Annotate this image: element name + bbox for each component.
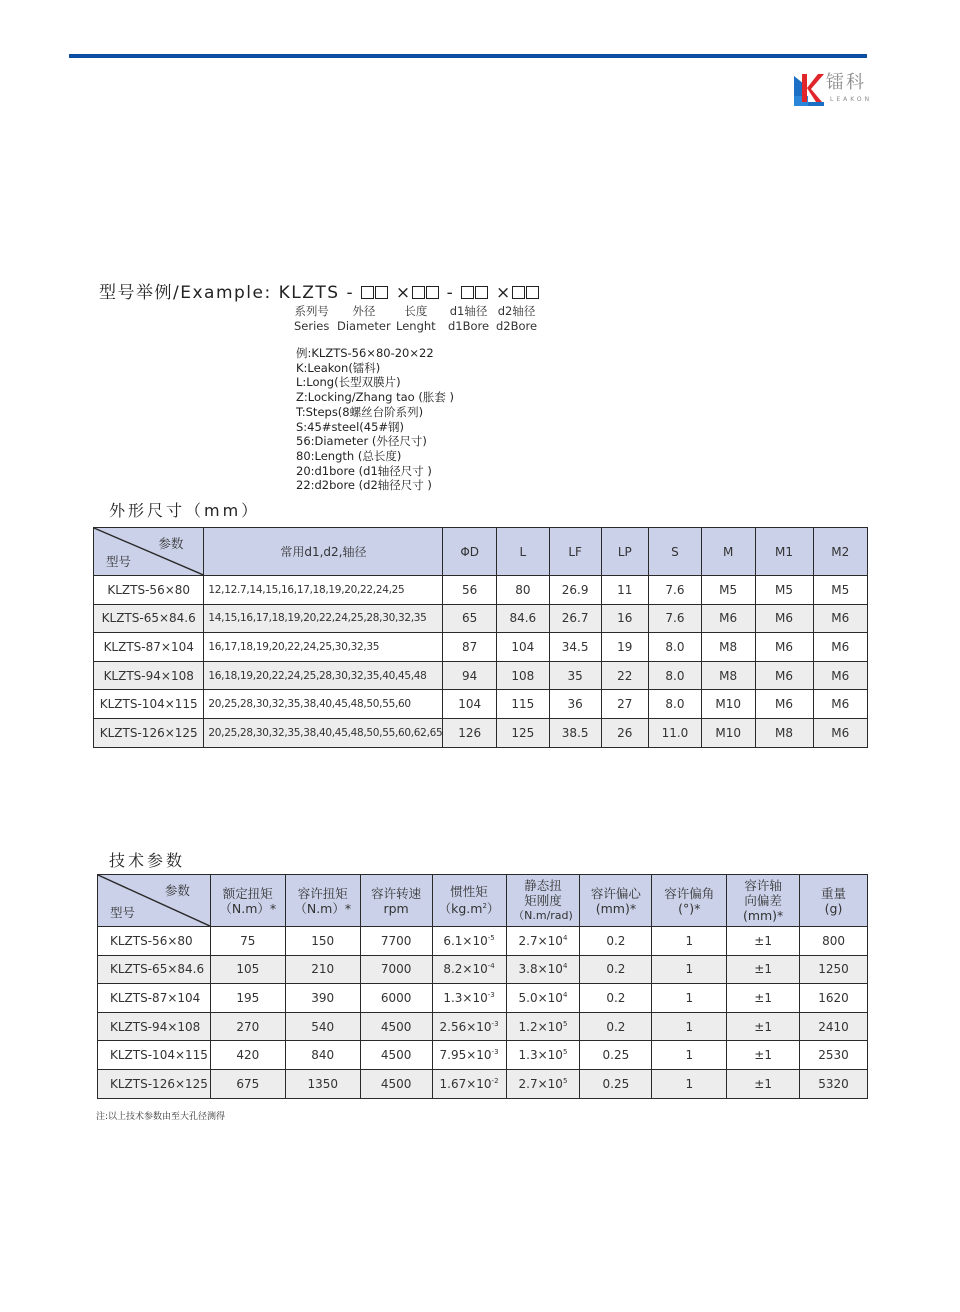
max-torque-cell: 840 [285,1041,360,1070]
legend-series: 系列号 Series [294,304,330,333]
table-row [98,955,868,984]
col-header-rated-torque: 额定扭矩 （N.m）* [210,875,285,927]
note-line: 20:d1bore (d1轴径尺寸 ) [296,463,432,478]
m1-cell: M6 [755,633,813,662]
inertia-cell: $6.1\times 10^{-5}$ [432,927,506,956]
col-header-axial: 容许轴 向偏差 (mm)* [727,875,800,927]
axial-cell: ±1 [727,1012,800,1041]
m1-cell: M6 [755,690,813,719]
lf-cell: 26.7 [549,604,601,633]
model-cell: KLZTS-104×115 [94,690,204,719]
length-cell: 125 [496,718,549,747]
m2-cell: M6 [813,604,867,633]
s-cell: 11.0 [649,718,702,747]
stiffness-cell: $1.2\times 10^5$ [506,1012,580,1041]
m-cell: M8 [701,661,755,690]
times-sign: × [395,283,412,303]
inertia-cell: $8.2\times 10^{-4}$ [432,955,506,984]
angular-cell: 1 [652,927,727,956]
col-header-angular: 容许偏角 (°)* [652,875,727,927]
model-cell: KLZTS-56×80 [98,927,211,956]
angular-cell: 1 [652,955,727,984]
s-cell: 8.0 [649,661,702,690]
lp-cell: 26 [601,718,648,747]
lf-cell: 35 [549,661,601,690]
col-header-LP: LP [601,528,648,576]
note-line: 80:Length (总长度) [296,448,402,463]
max-speed-cell: 6000 [360,984,432,1013]
bores-cell: 20,25,28,30,32,35,38,40,45,48,50,55,60 [204,690,443,719]
legend-d1bore: d1轴径 d1Bore [448,304,490,333]
times-sign: × [496,283,512,303]
corner-header [94,528,204,576]
weight-cell: 5320 [800,1069,868,1098]
table-row [98,984,868,1013]
max-torque-cell: 1350 [285,1069,360,1098]
placeholder-box [475,286,488,299]
table-row [98,1041,868,1070]
length-cell: 80 [496,576,549,605]
placeholder-box [375,286,388,299]
max-torque-cell: 390 [285,984,360,1013]
stiffness-cell: $2.7\times 10^4$ [506,927,580,956]
rated-torque-cell: 675 [210,1069,285,1098]
lf-cell: 34.5 [549,633,601,662]
col-header-max-torque: 容许扭矩 （N.m）* [285,875,360,927]
table-header-row [98,875,868,927]
placeholder-box [526,286,539,299]
rated-torque-cell: 420 [210,1041,285,1070]
table-row [94,576,868,605]
dash-sign: - [446,283,462,303]
diameter-cell: 56 [443,576,497,605]
max-speed-cell: 4500 [360,1012,432,1041]
model-code-notes [296,346,454,493]
eccentricity-cell: 0.25 [580,1041,652,1070]
col-header-M1: M1 [755,528,813,576]
note-line: S:45#steel(45#钢) [296,419,405,434]
inertia-cell: $1.67\times 10^{-2}$ [432,1069,506,1098]
lf-cell: 36 [549,690,601,719]
col-header-max-speed: 容许转速 rpm [360,875,432,927]
m-cell: M6 [701,604,755,633]
max-speed-cell: 7000 [360,955,432,984]
m-cell: M10 [701,690,755,719]
example-prefix: 型号举例/Example: KLZTS - [99,283,361,303]
angular-cell: 1 [652,1012,727,1041]
angular-cell: 1 [652,984,727,1013]
dimensions-table [93,527,868,748]
eccentricity-cell: 0.2 [580,984,652,1013]
bores-cell: 16,17,18,19,20,22,24,25,30,32,35 [204,633,443,662]
model-cell: KLZTS-94×108 [94,661,204,690]
col-header-M2: M2 [813,528,867,576]
bores-cell: 14,15,16,17,18,19,20,22,24,25,28,30,32,35 [204,604,443,633]
s-cell: 7.6 [649,576,702,605]
weight-cell: 2410 [800,1012,868,1041]
technical-table [97,874,868,1099]
lp-cell: 22 [601,661,648,690]
lk-logo-icon [794,70,824,106]
note-line: K:Leakon(镭科) [296,360,381,375]
s-cell: 8.0 [649,690,702,719]
col-header-eccentricity: 容许偏心 (mm)* [580,875,652,927]
diameter-cell: 65 [443,604,497,633]
m2-cell: M6 [813,633,867,662]
lp-cell: 19 [601,633,648,662]
col-header-M: M [701,528,755,576]
lf-cell: 26.9 [549,576,601,605]
eccentricity-cell: 0.2 [580,1012,652,1041]
col-header-S: S [649,528,702,576]
placeholder-box [512,286,525,299]
corner-param-label: 参数 [164,883,190,898]
note-line: 例:KLZTS-56×80-20×22 [296,346,434,360]
stiffness-cell: $2.7\times 10^5$ [506,1069,580,1098]
weight-cell: 2530 [800,1041,868,1070]
m1-cell: M6 [755,661,813,690]
table-row [94,661,868,690]
m2-cell: M6 [813,690,867,719]
note-line: 56:Diameter (外径尺寸) [296,434,427,449]
placeholder-box [412,286,425,299]
model-cell: KLZTS-104×115 [98,1041,211,1070]
s-cell: 7.6 [649,604,702,633]
note-line: T:Steps(8螺丝台阶系列) [296,404,424,419]
angular-cell: 1 [652,1041,727,1070]
diameter-cell: 126 [443,718,497,747]
m-cell: M8 [701,633,755,662]
angular-cell: 1 [652,1069,727,1098]
stiffness-cell: $3.8\times 10^4$ [506,955,580,984]
diameter-cell: 87 [443,633,497,662]
corner-header [98,875,211,927]
eccentricity-cell: 0.2 [580,955,652,984]
rated-torque-cell: 105 [210,955,285,984]
diameter-cell: 104 [443,690,497,719]
model-cell: KLZTS-126×125 [94,718,204,747]
dimensions-title: 外形尺寸（mm） [109,501,261,520]
model-cell: KLZTS-56×80 [94,576,204,605]
weight-cell: 1250 [800,955,868,984]
inertia-cell: $7.95\times 10^{-3}$ [432,1041,506,1070]
leakon-logo [794,66,874,110]
m-cell: M10 [701,718,755,747]
logo-cn-text: 镭科 [826,72,866,93]
model-cell: KLZTS-87×104 [94,633,204,662]
logo-en-text: LEAKON [830,96,873,103]
corner-param-label: 参数 [158,536,184,551]
stiffness-cell: $1.3\times 10^5$ [506,1041,580,1070]
bores-cell: 20,25,28,30,32,35,38,40,45,48,50,55,60,62,65 [204,718,443,747]
technical-footnote: 注:以上技术参数由至大孔径测得 [96,1112,226,1122]
lp-cell: 27 [601,690,648,719]
model-cell: KLZTS-94×108 [98,1012,211,1041]
inertia-cell: $2.56\times 10^{-3}$ [432,1012,506,1041]
note-line: 22:d2bore (d2轴径尺寸 ) [296,478,432,493]
model-cell: KLZTS-87×104 [98,984,211,1013]
header-accent-bar [69,54,867,58]
max-torque-cell: 150 [285,927,360,956]
m2-cell: M5 [813,576,867,605]
diameter-cell: 94 [443,661,497,690]
table-row [98,1012,868,1041]
table-row [94,604,868,633]
weight-cell: 800 [800,927,868,956]
lp-cell: 16 [601,604,648,633]
max-speed-cell: 7700 [360,927,432,956]
lp-cell: 11 [601,576,648,605]
eccentricity-cell: 0.25 [580,1069,652,1098]
inertia-cell: $1.3\times 10^{-3}$ [432,984,506,1013]
model-cell: KLZTS-65×84.6 [98,955,211,984]
length-cell: 104 [496,633,549,662]
max-torque-cell: 540 [285,1012,360,1041]
col-header-weight: 重量 (g) [800,875,868,927]
axial-cell: ±1 [727,984,800,1013]
bores-cell: 12,12.7,14,15,16,17,18,19,20,22,24,25 [204,576,443,605]
m1-cell: M8 [755,718,813,747]
table-row [98,1069,868,1098]
corner-model-label: 型号 [106,554,132,569]
model-cell: KLZTS-126×125 [98,1069,211,1098]
m2-cell: M6 [813,718,867,747]
rated-torque-cell: 195 [210,984,285,1013]
corner-model-label: 型号 [110,905,136,920]
max-speed-cell: 4500 [360,1041,432,1070]
legend-length: 长度 Lenght [396,304,436,333]
placeholder-box [361,286,374,299]
table-row [94,718,868,747]
model-example-line [99,278,540,303]
table-header-row [94,528,868,576]
stiffness-cell: $5.0\times 10^4$ [506,984,580,1013]
rated-torque-cell: 75 [210,927,285,956]
note-line: L:Long(长型双膜片) [296,375,401,390]
length-cell: 108 [496,661,549,690]
note-line: Z:Locking/Zhang tao (胀套 ) [296,390,454,405]
legend-d2bore: d2轴径 d2Bore [496,304,538,333]
legend-diameter: 外径 Diameter [337,304,391,333]
max-torque-cell: 210 [285,955,360,984]
m2-cell: M6 [813,661,867,690]
model-cell: KLZTS-65×84.6 [94,604,204,633]
table-row [98,927,868,956]
placeholder-box [461,286,474,299]
col-header-LF: LF [549,528,601,576]
axial-cell: ±1 [727,927,800,956]
lf-cell: 38.5 [549,718,601,747]
col-header-inertia: 惯性矩 $(kg.m^2)$ [432,875,506,927]
col-header-static-stiffness: 静态扭 矩刚度 （N.m/rad) [506,875,580,927]
placeholder-box [426,286,439,299]
table-row [94,633,868,662]
length-cell: 115 [496,690,549,719]
technical-title: 技术参数 [109,851,186,870]
axial-cell: ±1 [727,1069,800,1098]
weight-cell: 1620 [800,984,868,1013]
rated-torque-cell: 270 [210,1012,285,1041]
s-cell: 8.0 [649,633,702,662]
length-cell: 84.6 [496,604,549,633]
axial-cell: ±1 [727,955,800,984]
m1-cell: M5 [755,576,813,605]
col-header-L: L [496,528,549,576]
table-row [94,690,868,719]
max-speed-cell: 4500 [360,1069,432,1098]
m1-cell: M6 [755,604,813,633]
bores-cell: 16,18,19,20,22,24,25,28,30,32,35,40,45,48 [204,661,443,690]
col-header-bores: 常用d1,d2,轴径 [204,528,443,576]
axial-cell: ±1 [727,1041,800,1070]
col-header-D: ΦD [443,528,497,576]
m-cell: M5 [701,576,755,605]
eccentricity-cell: 0.2 [580,927,652,956]
